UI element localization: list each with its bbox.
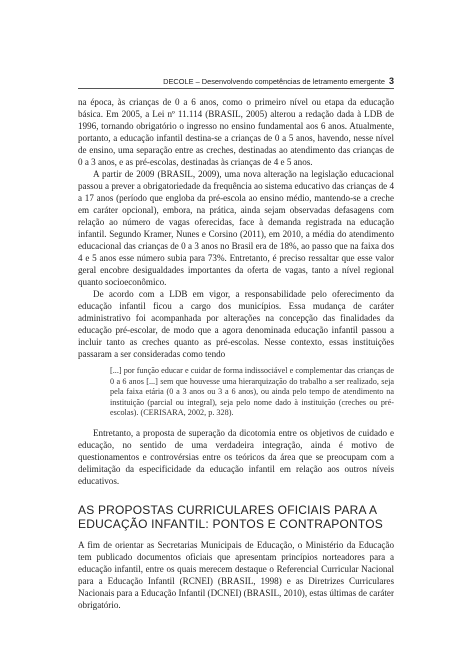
section-heading-line-2: EDUCAÇÃO INFANTIL: PONTOS E CONTRAPONTOS	[78, 516, 383, 531]
block-quote: [...] por função educar e cuidar de forma indissociável e complementar das crianças de 0 a 6 anos [...] sem que houvesse uma hierarquização do trabalho a ser realizado, seja pela faixa etária (0 a 3 anos ou 3 a 6 anos), ou ainda pelo tempo de atendimento na instituição (parcial ou integral), seja pelo nome dado à instituição (creches ou pré-escolas). (CERISARA, 2002, p. 328).	[110, 366, 394, 418]
paragraph-1: na época, às crianças de 0 a 6 anos, como o primeiro nível ou etapa da educação básica. Em 2005, a Lei nº 11.114 (BRASIL, 2005) alterou a redação dada à LDB de 1996, tornando obrigatório o ingresso no ensino fundamental aos 6 anos. Atualmente, portanto, a educação infantil destina-se a crianças de 0 a 5 anos, havendo, nesse nível de ensino, uma separação entre as creches, destinadas ao atendimento das crianças de 0 a 3 anos, e as pré-escolas, destinadas às crianças de 4 e 5 anos.	[78, 97, 394, 167]
paragraph-2: A partir de 2009 (BRASIL, 2009), uma nova alteração na legislação educacional passou a prever a obrigatoriedade da frequência ao sistema educativo das crianças de 4 a 17 anos (período que engloba da pré-escola ao ensino médio, mantendo-se a creche em caráter opcional), embora, na prática, ainda sejam observadas defasagens com relação ao número de vagas oferecidas, face à demanda registrada na educação infantil. Segundo Kramer, Nunes e Corsino (2011), em 2010, a média do atendimento educacional das crianças de 0 a 3 anos no Brasil era de 18%, ao passo que na faixa dos 4 e 5 anos esse número subia para 73%. Entretanto, é preciso ressaltar que esse valor geral encobre desigualdades importantes da oferta de vagas, tanto a nível regional quanto socioeconômico.	[78, 169, 394, 287]
running-title: DECOLE – Desenvolvendo competências de letramento emergente	[163, 77, 385, 86]
paragraph-4: Entretanto, a proposta de superação da dicotomia entre os objetivos de cuidado e educação, no sentido de uma verdadeira integração, ainda é motivo de questionamentos e controvérsias entre os teóricos da área que se preocupam com a delimitação da especificidade da educação infantil em relação aos outros níveis educativos.	[78, 427, 394, 486]
section-heading	[78, 503, 394, 531]
header-rule	[78, 88, 394, 89]
running-header	[78, 76, 394, 86]
paragraph-3: De acordo com a LDB em vigor, a responsabilidade pelo oferecimento da educação infantil ficou a cargo dos municípios. Essa mudança de caráter administrativo foi acompanhada por alterações na concepção das finalidades da educação pré-escolar, de modo que a agora denominada educação infantil passou a incluir tanto as creches quanto as pré-escolas. Nesse contexto, essas instituições passaram a ser consideradas como tendo	[78, 289, 394, 359]
paragraph-5: A fim de orientar as Secretarias Municipais de Educação, o Ministério da Educação tem publicado documentos oficiais que apresentam princípios norteadores para a educação infantil, entre os quais merecem destaque o Referencial Curricular Nacional para a Educação Infantil (RCNEI) (BRASIL, 1998) e as Diretrizes Curriculares Nacionais para a Educação Infantil (DCNEI) (BRASIL, 2010), estas últimas de caráter obrigatório.	[78, 539, 394, 610]
page-number: 3	[388, 76, 394, 86]
body-text	[78, 96, 394, 611]
section-heading-line-1: AS PROPOSTAS CURRICULARES OFICIAIS PARA A	[78, 502, 378, 517]
